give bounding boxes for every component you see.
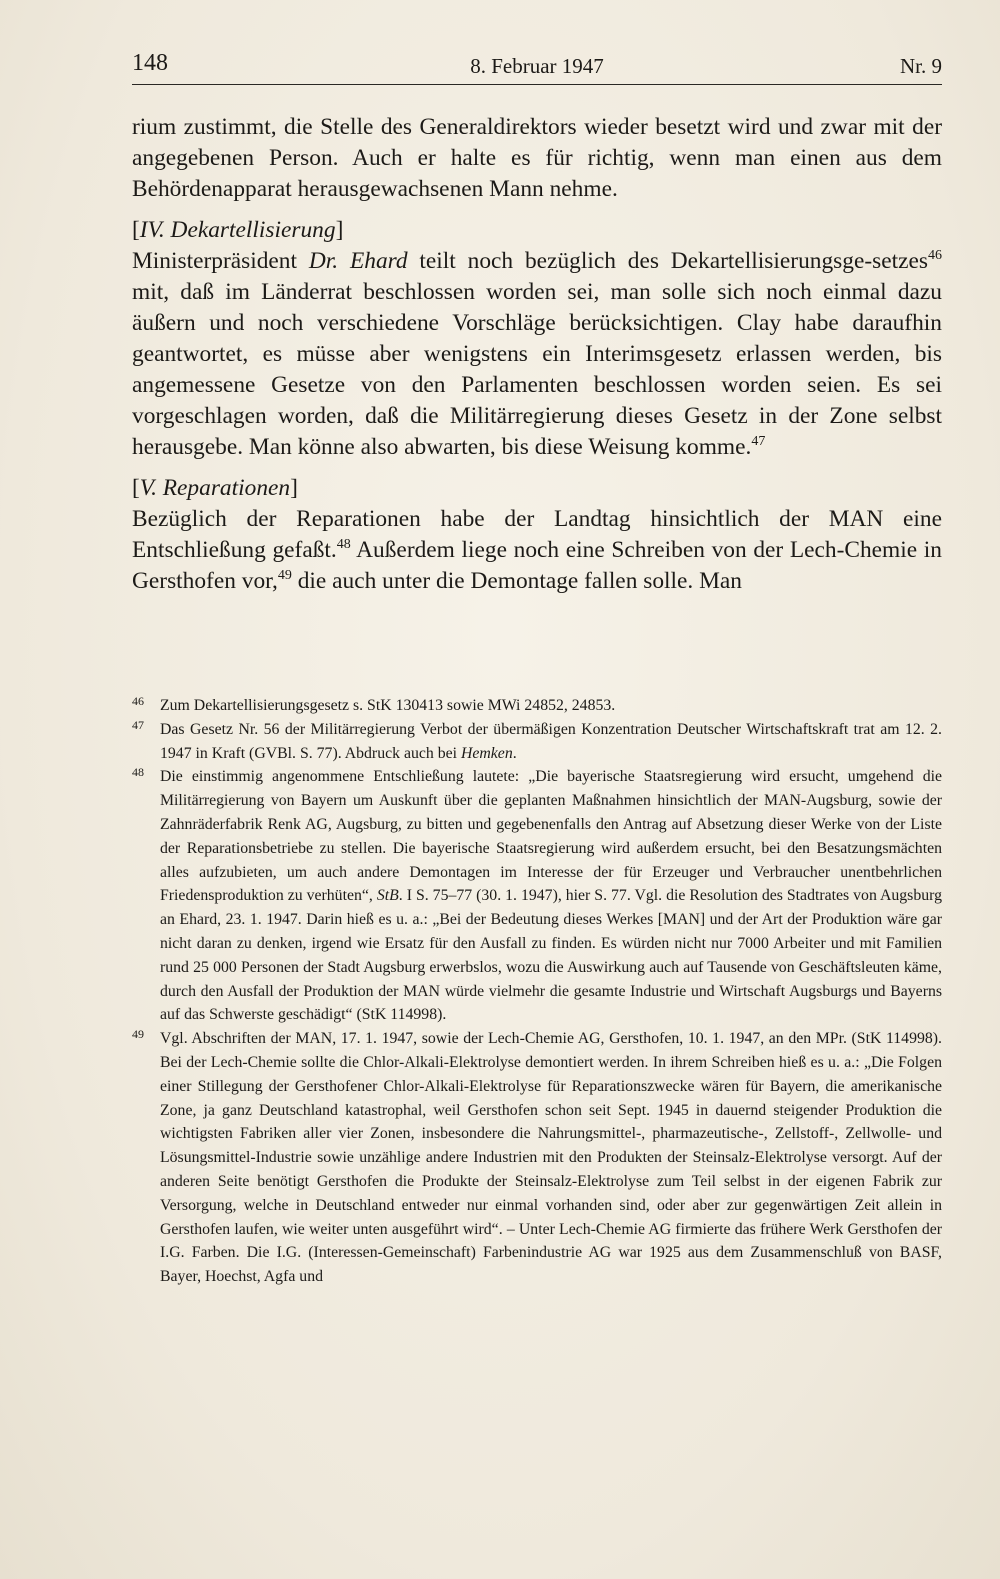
header-date: 8. Februar 1947 [470,54,604,78]
heading-bracket-open: [ [132,475,140,501]
footnote-number: 49 [132,1027,144,1042]
paragraph-2-text-c: mit, daß im Länderrat beschlossen worden sei, man solle sich noch einmal dazu äußern und noch verschiedene Vorschläge berücksichtigen. Clay habe daraufhin geantwortet, es müsse aber wenigstens ein Interimsgesetz erlassen werden, bis angemessene Gesetze von den Parlamenten beschlossen worden seien. Es sei vorgeschlagen worden, daß die Militärregierung dieses Gesetz in der Zone selbst herausgebe. Man könne also abwarten, bis diese Weisung komme. [132,279,942,460]
heading-bracket-close: ] [290,475,298,501]
paragraph-2 [132,246,942,463]
paragraph-3-text-c: die auch unter die Demontage fallen solle. Man [291,568,742,594]
footnote-text: Die einstimmig angenommene Entschließung lautete: „Die bayerische Staatsregierung wird ersucht, umgehend die Militärregierung von Bayern um Auskunft über die geplanten Maßnahmen hinsichtlich der MAN-Augsburg, sowie der Zahnräderfabrik Renk AG, Augsburg, zu bitten und gegebenenfalls den Antrag auf Absetzung dieser Werke von der Liste der Reparationsbetriebe zu stellen. Die bayerische Staatsregierung wird außerdem ersucht, bei den Besatzungsmächten alles aufzubieten, um auch andere Demontagen im Interesse der für Erzeuger und Verbraucher unentbehrlichen Friedensproduktion zu verhüten“, [160,768,942,905]
paragraph-1-text: rium zustimmt, die Stelle des Generaldirektors wieder besetzt wird und zwar mit der angegebenen Person. Auch er halte es für richtig, wenn man einen aus dem Behördenapparat herausgewachsenen Mann nehme. [132,114,942,202]
footnote-47 [132,718,942,766]
footnote-text: Das Gesetz Nr. 56 der Militärregierung Verbot der übermäßigen Konzentration Deutscher Wirtschaftskraft trat am 12. 2. 1947 in Kraft (GVBl. S. 77). Abdruck auch bei [160,720,942,762]
heading-bracket-close: ] [335,217,344,243]
footnote-ref-49[interactable]: 49 [277,568,292,583]
section-heading-iv [132,215,942,246]
footnote-46 [132,694,942,718]
footnote-number: 46 [132,694,144,708]
footnote-48 [132,765,942,1027]
footnote-citation-hemken: Hemken [460,744,513,762]
footnote-49 [132,1027,942,1289]
paragraph-3-text-b: Außerdem liege noch eine Schreiben von der Lech-Chemie in Gersthofen vor, [132,537,942,594]
person-name-ehard: Dr. Ehard [308,248,408,274]
footnote-text: Vgl. Abschriften der MAN, 17. 1. 1947, sowie der Lech-Chemie AG, Gersthofen, 10. 1. 1947, an den MPr. (StK 114998). Bei der Lech-Chemie sollte die Chlor-Alkali-Elektrolyse demontiert werden. In ihrem Schreiben hieß es u. a.: „Die Folgen einer Stillegung der Gersthofener Chlor-Alkali-Elektrolyse für Reparationszwecke wären für Bayern, die amerikanische Zone, ja ganz Deutschland katastrophal, weil Gersthofen schon seit Sept. 1945 in dauernd steigender Produktion die wichtigsten Fabriken aller vier Zonen, insbesondere die Nahrungsmittel-, pharmazeutische-, Zellstoff-, Zellwolle- und Lösungsmittel-Industrie sowie unzählige andere Industrien mit den Produkten der Steinsalz-Elektrolyse versorgt. Auf der anderen Seite benötigt Gersthofen die Produkte der Steinsalz-Elektrolyse zum Teil selbst in der eigenen Fabrik zur Versorgung, welche in Deutschland entweder nur einmal vorhanden sind, oder aber zur gegenwärtigen Zeit allein in Gersthofen laufen, wie weiter unten ausgeführt wird“. – Unter Lech-Chemie AG firmierte das frühere Werk Gersthofen der I.G. Farben. Die I.G. (Interessen-Gemeinschaft) Farbenindustrie AG war 1925 aus dem Zusammenschluß von BASF, Bayer, Hoechst, Agfa und [160,1030,942,1286]
paragraph-2-text-b: teilt noch bezüglich des Dekartellisierungsge-setzes [407,248,928,274]
footnote-number: 47 [132,717,144,732]
footnote-ref-46[interactable]: 46 [927,248,942,263]
page-header [132,50,942,82]
section-heading-v [132,473,942,504]
footnote-ref-48[interactable]: 48 [336,537,351,552]
header-rule [132,84,942,85]
footnote-text: Zum Dekartellisierungsgesetz s. StK 130413 sowie MWi 24852, 24853. [160,697,616,714]
heading-v-title: V. Reparationen [139,475,291,501]
paragraph-3-text-a: Bezüglich der Reparationen habe der Landtag hinsichtlich der MAN eine Entschließung gefaßt. [132,506,942,563]
footnote-number: 48 [132,765,144,780]
footnote-text: . [512,744,517,762]
footnote-text: . I S. 75–77 (30. 1. 1947), hier S. 77. Vgl. die Resolution des Stadtrates von Augsburg an Ehard, 23. 1. 1947. Darin hieß es u. a.: „Bei der Bedeutung dieses Werkes [MAN] und der Art der Produktion wäre gar nicht daran zu denken, irgend wie Ersatz für den Ausfall zu finden. Es würden nicht nur 7000 Arbeiter und mit Familien rund 25 000 Personen der Stadt Augsburg erwerbslos, wozu die Auswirkung auch auf Tausende von Geschäftsleuten käme, durch den Ausfall der Produktion der MAN würde vielmehr die gesamte Industrie und Wirtschaft Augsburgs und Bayerns auf das Schwerste geschädigt“ (StK 114998). [160,887,942,1024]
footnotes-section [132,694,942,1289]
main-text [132,112,942,607]
page-number: 148 [132,50,168,76]
heading-iv-title: IV. Dekartellisierung [139,217,336,243]
footnote-ref-47[interactable]: 47 [751,434,766,449]
paragraph-3 [132,504,942,597]
footnote-citation-stb: StB [376,887,399,905]
paragraph-2-text-a: Ministerpräsident [132,248,309,274]
header-issue-number: Nr. 9 [900,54,942,78]
heading-bracket-open: [ [132,217,140,243]
paragraph-1 [132,112,942,205]
